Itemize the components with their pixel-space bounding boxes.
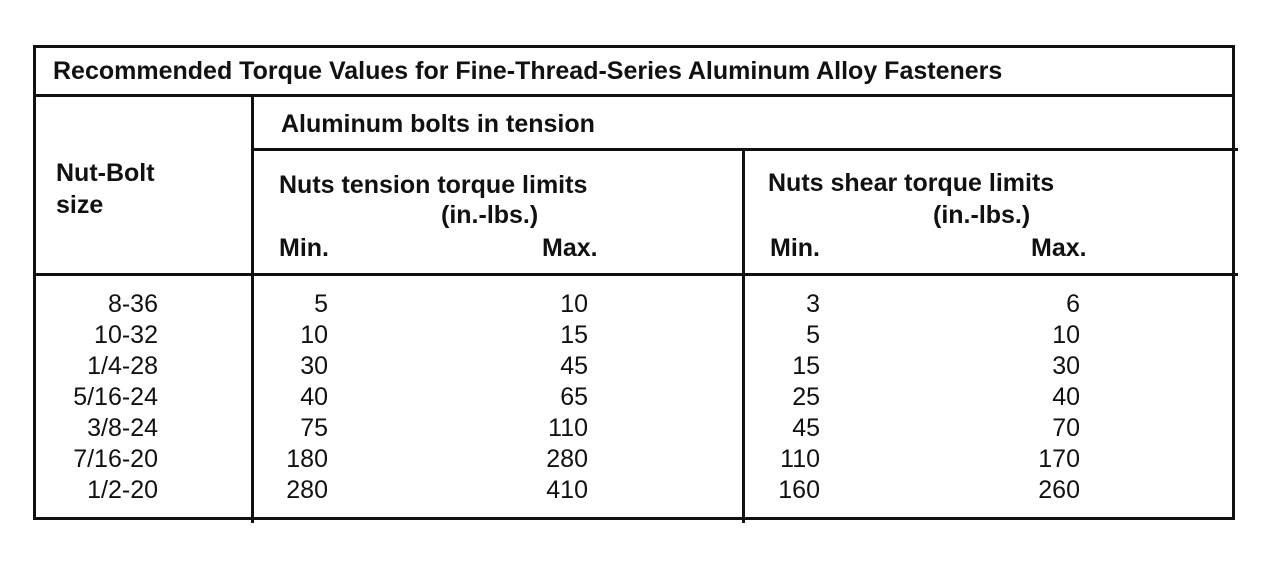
tension-min-cell: 180 <box>286 445 328 473</box>
shear-min-cell: 5 <box>806 321 820 349</box>
shear-min-cell: 15 <box>792 352 820 380</box>
header-body-divider <box>36 273 1238 276</box>
tension-max-label: Max. <box>542 234 598 262</box>
shear-max-column <box>1020 289 1080 506</box>
tension-max-cell: 15 <box>560 321 588 349</box>
shear-max-cell: 10 <box>1052 321 1080 349</box>
size-header-line2: size <box>56 191 104 219</box>
size-cell: 10-32 <box>94 321 158 349</box>
torque-table <box>33 45 1235 520</box>
tension-units: (in.-lbs.) <box>441 201 539 229</box>
tension-min-cell: 5 <box>314 290 328 318</box>
shear-max-cell: 6 <box>1066 290 1080 318</box>
size-cell: 7/16-20 <box>73 445 158 473</box>
size-column-divider <box>251 97 254 523</box>
size-cell: 8-36 <box>107 290 158 318</box>
tension-min-cell: 40 <box>300 383 328 411</box>
tension-max-column <box>528 289 588 506</box>
size-cell: 3/8-24 <box>87 414 158 442</box>
tension-min-cell: 10 <box>300 321 328 349</box>
shear-max-cell: 30 <box>1052 352 1080 380</box>
table-title: Recommended Torque Values for Fine-Thread-Series Aluminum Alloy Fasteners <box>36 48 1232 97</box>
size-cell: 1/2-20 <box>87 476 158 504</box>
tension-max-cell: 45 <box>560 352 588 380</box>
tension-max-cell: 110 <box>548 414 588 442</box>
size-cell: 1/4-28 <box>87 352 158 380</box>
shear-max-label: Max. <box>1031 234 1087 262</box>
size-cell: 5/16-24 <box>73 383 158 411</box>
tension-min-cell: 30 <box>300 352 328 380</box>
tension-header: Nuts tension torque limits <box>279 171 588 199</box>
shear-min-cell: 3 <box>806 290 820 318</box>
shear-max-cell: 70 <box>1052 414 1080 442</box>
tension-min-cell: 280 <box>286 476 328 504</box>
tension-min-label: Min. <box>279 234 329 262</box>
shear-min-label: Min. <box>770 234 820 262</box>
shear-min-cell: 160 <box>778 476 820 504</box>
tension-max-cell: 65 <box>560 383 588 411</box>
tension-min-cell: 75 <box>300 414 328 442</box>
shear-header: Nuts shear torque limits <box>768 169 1055 197</box>
tension-max-cell: 10 <box>560 290 588 318</box>
tension-min-column <box>276 289 328 506</box>
tension-max-cell: 410 <box>546 476 588 504</box>
size-header-line1: Nut-Bolt <box>56 159 155 187</box>
shear-max-cell: 170 <box>1038 445 1080 473</box>
shear-min-cell: 45 <box>792 414 820 442</box>
shear-units: (in.-lbs.) <box>933 201 1031 229</box>
shear-max-cell: 260 <box>1038 476 1080 504</box>
tension-shear-divider <box>742 150 745 523</box>
group-header: Aluminum bolts in tension <box>281 110 595 138</box>
shear-min-cell: 25 <box>792 383 820 411</box>
shear-min-column <box>766 289 820 506</box>
shear-min-cell: 110 <box>780 445 820 473</box>
size-column <box>56 289 158 506</box>
tension-max-cell: 280 <box>546 445 588 473</box>
group-header-divider <box>254 148 1238 151</box>
shear-max-cell: 40 <box>1052 383 1080 411</box>
